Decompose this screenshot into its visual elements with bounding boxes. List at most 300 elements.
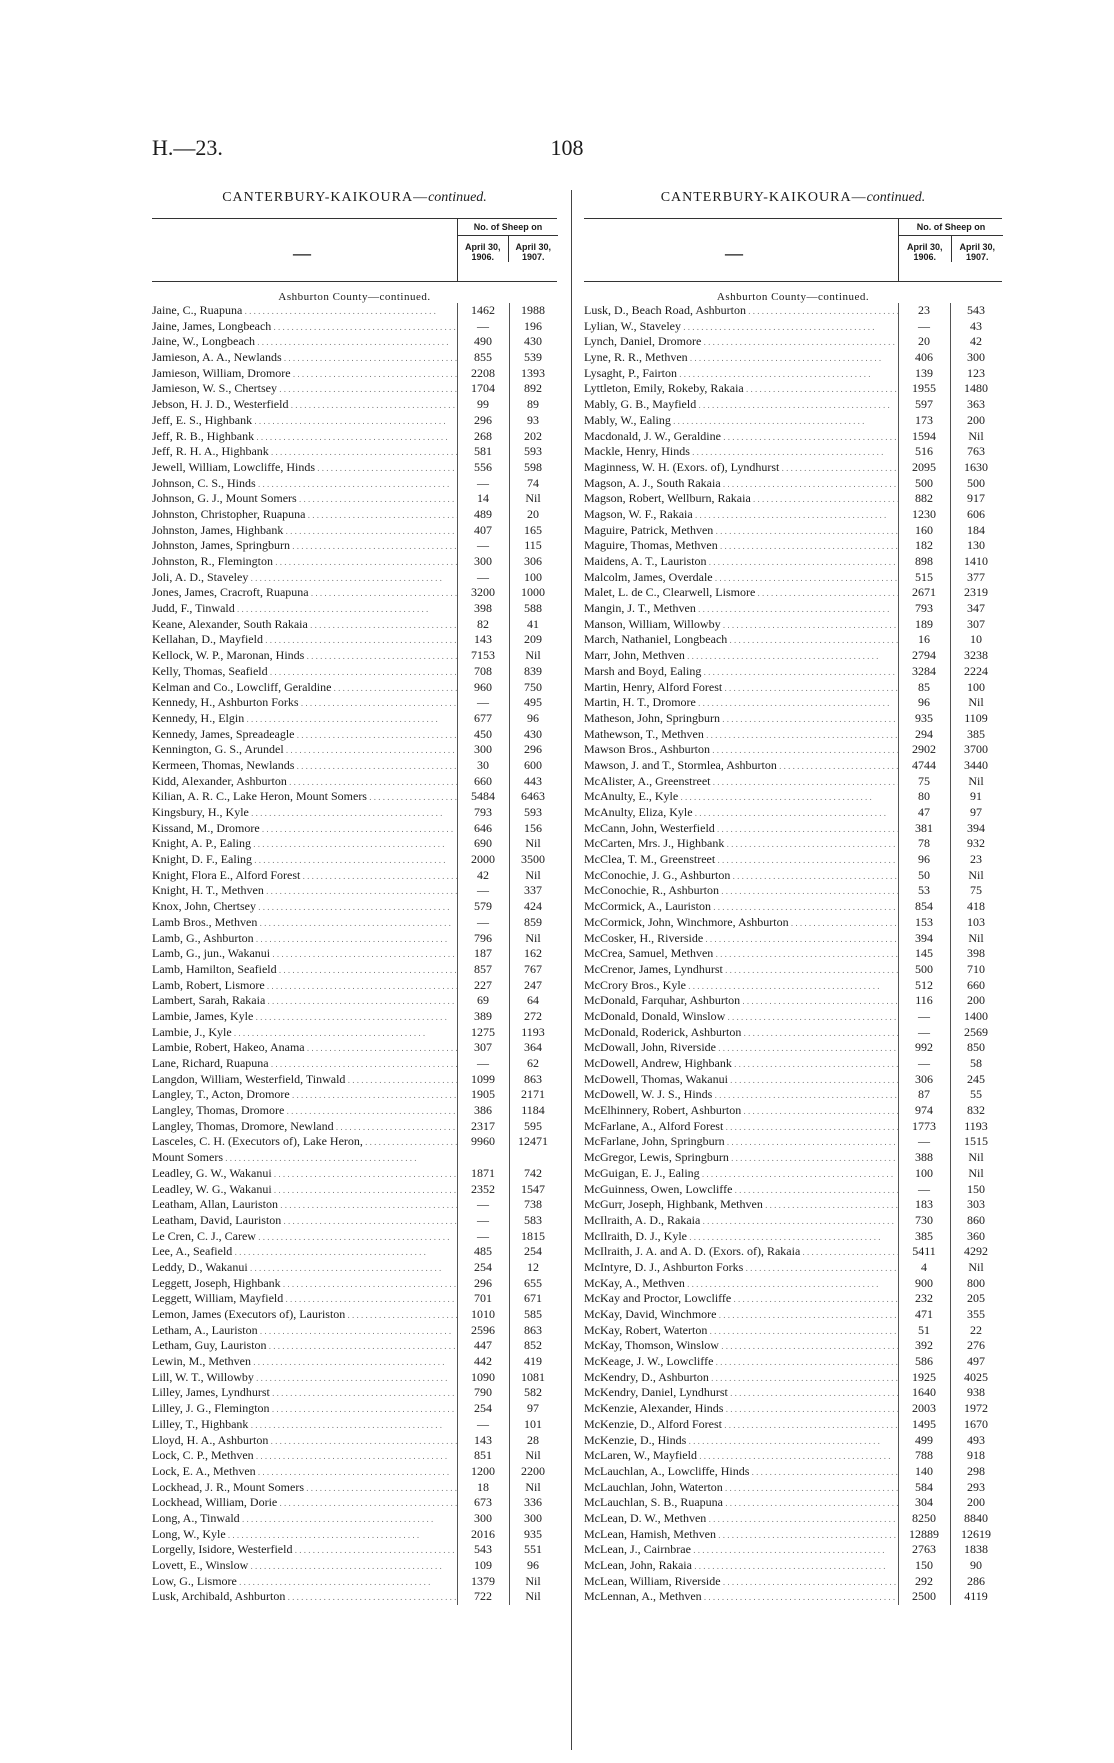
sheep-1907: 1630 (964, 459, 988, 474)
sheep-1907: 62 (527, 1056, 539, 1070)
owner-name: McDowell, Andrew, Highbank . . . (584, 1056, 898, 1072)
sheep-1906: 854 (915, 899, 933, 914)
date-1906-header: April 30, 1906. (906, 242, 943, 262)
owner-name: McGurr, Joseph, Highbank, Methven . . . (584, 1197, 898, 1213)
sheep-1906: 116 (915, 993, 933, 1008)
sheep-1907: 385 (967, 726, 985, 741)
sheep-1907: 593 (524, 805, 542, 819)
sheep-1906: 516 (915, 444, 933, 459)
sheep-1907: 1410 (964, 554, 988, 568)
table-row (584, 821, 1002, 837)
owner-name: Letham, A., Lauriston . . . (152, 1323, 457, 1339)
sheep-1907: 1393 (521, 365, 545, 380)
owner-name: Lloyd, H. A., Ashburton . . . (152, 1433, 457, 1449)
sheep-1907: 892 (524, 381, 542, 396)
sheep-1907: Nil (968, 773, 984, 788)
sheep-1906: 5484 (471, 789, 495, 804)
sheep-1907: 660 (967, 977, 985, 992)
sheep-1906: 182 (915, 538, 933, 553)
sheep-1907: 364 (524, 1040, 542, 1055)
sheep-1906: 447 (474, 1338, 492, 1353)
owner-name: Knight, Flora E., Alford Forest . . . (152, 868, 457, 884)
sheep-1907: 710 (967, 961, 985, 976)
sheep-1907: 205 (967, 1291, 985, 1306)
sheep-1906: 9960 (471, 1134, 495, 1149)
owner-name: McIlraith, D. J., Kyle . . . (584, 1229, 898, 1245)
sheep-1907: 398 (967, 946, 985, 961)
sheep-1907: Nil (525, 867, 541, 882)
owner-name: Le Cren, C. J., Carew . . . (152, 1229, 457, 1245)
table-row (584, 444, 1002, 460)
table-row (584, 1166, 1002, 1182)
owner-name: Kelman and Co., Lowcliff, Geraldine . . . (152, 680, 457, 696)
table-row (584, 1401, 1002, 1417)
sheep-1906: 581 (474, 444, 492, 459)
table-row (584, 836, 1002, 852)
table-row (152, 413, 557, 429)
sheep-1907: Nil (968, 1165, 984, 1180)
sheep-1907: 1515 (964, 1134, 988, 1149)
owner-name: McCarten, Mrs. J., Highbank . . . (584, 836, 898, 852)
sheep-1906: 1955 (912, 381, 936, 396)
owner-name: McKenzie, D., Hinds . . . (584, 1433, 898, 1449)
sheep-1907: 419 (524, 1354, 542, 1369)
owner-name: Jeff, R. H. A., Highbank . . . (152, 444, 457, 460)
sheep-1906: 597 (915, 397, 933, 412)
sheep-1906: — (918, 1008, 930, 1023)
table-row (584, 648, 1002, 664)
table-row (152, 1009, 557, 1025)
sheep-1906: 4 (921, 1259, 927, 1274)
sheep-1906: 855 (474, 350, 492, 365)
table-row (152, 1182, 557, 1198)
sheep-1907: Nil (968, 1259, 984, 1274)
sheep-1906: 2095 (912, 459, 936, 474)
sheep-1907: 4025 (964, 1369, 988, 1384)
owner-name: Macdonald, J. W., Geraldine . . . (584, 429, 898, 445)
table-row (584, 1417, 1002, 1433)
table-row (152, 664, 557, 680)
table-row (152, 680, 557, 696)
owner-name: McCann, John, Westerfield . . . (584, 821, 898, 837)
owner-name: McGuinness, Owen, Lowcliffe . . . (584, 1182, 898, 1198)
sheep-1907: 430 (524, 726, 542, 741)
sheep-count-header (457, 219, 558, 281)
table-row (584, 1056, 1002, 1072)
sheep-1906: 18 (477, 1479, 489, 1494)
table-row (584, 1495, 1002, 1511)
owner-name: Johnson, G. J., Mount Somers . . . (152, 491, 457, 507)
owner-name: Lemon, James (Executors of), Lauriston . . . (152, 1307, 457, 1323)
owner-name: McLaren, W., Mayfield . . . (584, 1448, 898, 1464)
sheep-1907: 2319 (964, 585, 988, 600)
sheep-1907: 245 (967, 1071, 985, 1086)
sheep-1906: 960 (474, 679, 492, 694)
sheep-1907: 93 (527, 412, 539, 427)
owner-name: Jebson, H. J. D., Westerfield . . . (152, 397, 457, 413)
sheep-1906: 1275 (471, 1024, 495, 1039)
table-row (152, 601, 557, 617)
owner-name: Keane, Alexander, South Rakaia . . . (152, 617, 457, 633)
sheep-1907: 582 (524, 1385, 542, 1400)
table-row (584, 601, 1002, 617)
sheep-1906: 515 (915, 569, 933, 584)
sheep-1907: 4292 (964, 1244, 988, 1259)
sheep-1906: 1010 (471, 1307, 495, 1321)
table-row (584, 1040, 1002, 1056)
owner-name: McLean, Hamish, Methven . . . (584, 1527, 898, 1543)
sheep-1907: 55 (970, 1087, 982, 1102)
sheep-1907: 150 (967, 1181, 985, 1196)
sheep-1907: 100 (967, 679, 985, 694)
owner-name: Lamb Bros., Methven . . . (152, 915, 457, 931)
sheep-1906: 307 (474, 1040, 492, 1055)
table-row (584, 617, 1002, 633)
sheep-1906: — (477, 1197, 489, 1212)
sheep-1906: 586 (915, 1354, 933, 1369)
sheep-1906: 543 (474, 1542, 492, 1557)
sheep-1907: 595 (524, 1118, 542, 1133)
sheep-1906: 1379 (471, 1573, 495, 1588)
table-row (152, 821, 557, 837)
table-row (584, 993, 1002, 1009)
owner-name: Kidd, Alexander, Ashburton . . . (152, 774, 457, 790)
table-row (584, 1338, 1002, 1354)
sheep-1907: 96 (527, 710, 539, 725)
owner-name: Langdon, William, Westerfield, Tinwald . . . (152, 1072, 457, 1088)
table-row (584, 1260, 1002, 1276)
owner-name: McCormick, John, Winchmore, Ashburton . . . (584, 915, 898, 931)
table-row (584, 429, 1002, 445)
owner-name: Leggett, William, Mayfield . . . (152, 1291, 457, 1307)
sheep-1906: — (477, 475, 489, 490)
sheep-1907: 1184 (521, 1103, 545, 1118)
owner-name: Langley, Thomas, Dromore, Newland . . . (152, 1119, 457, 1135)
owner-name: Kellock, W. P., Maronan, Hinds . . . (152, 648, 457, 664)
sheep-1907: 8840 (964, 1510, 988, 1525)
sheep-1907: 300 (524, 1510, 542, 1525)
table-row (584, 319, 1002, 335)
sheep-1907: 1988 (521, 303, 545, 317)
sheep-1906: 489 (474, 506, 492, 521)
table-row (584, 789, 1002, 805)
sheep-1906: 268 (474, 428, 492, 443)
owner-name: McClea, T. M., Greenstreet . . . (584, 852, 898, 868)
table-row (152, 1354, 557, 1370)
sheep-1906: 254 (474, 1401, 492, 1416)
table-row (152, 1291, 557, 1307)
owner-name: Kilian, A. R. C., Lake Heron, Mount Somers . . . (152, 789, 457, 805)
owner-name: McConochie, R., Ashburton . . . (584, 883, 898, 899)
owner-name: McKeage, J. W., Lowcliffe . . . (584, 1354, 898, 1370)
sheep-1907: 12 (527, 1259, 539, 1274)
table-row (152, 742, 557, 758)
sheep-1906: 646 (474, 820, 492, 835)
sheep-1906: 254 (474, 1259, 492, 1274)
sheep-1907: 3700 (964, 742, 988, 757)
sheep-1906: 2794 (912, 648, 936, 663)
table-row (152, 617, 557, 633)
sheep-1906: 80 (918, 789, 930, 804)
owner-name: Langley, T., Acton, Dromore . . . (152, 1087, 457, 1103)
sheep-1906: 153 (915, 914, 933, 929)
section-title: Ashburton County—continued. (716, 291, 870, 303)
table-row (152, 727, 557, 743)
owner-name: Kermeen, Thomas, Newlands . . . (152, 758, 457, 774)
sheep-1907: 750 (524, 679, 542, 694)
sheep-1907: 123 (967, 365, 985, 380)
owner-name: McKenzie, D., Alford Forest . . . (584, 1417, 898, 1433)
sheep-1906: 385 (915, 1228, 933, 1243)
sheep-1906: — (918, 1134, 930, 1149)
table-row (584, 1087, 1002, 1103)
table-row (152, 1542, 557, 1558)
owner-name: Lilley, T., Highbank . . . (152, 1417, 457, 1433)
owner-name: Marr, John, Methven . . . (584, 648, 898, 664)
sheep-1906: 143 (474, 632, 492, 647)
table-row (152, 962, 557, 978)
sheep-1907: 20 (527, 506, 539, 521)
column-title (584, 190, 1002, 212)
table-row (584, 1009, 1002, 1025)
sheep-1906: 394 (915, 930, 933, 945)
sheep-1906: 2671 (912, 585, 936, 600)
sheep-1907: 850 (967, 1040, 985, 1055)
sheep-1906: 730 (915, 1212, 933, 1227)
sheep-1906: 584 (915, 1479, 933, 1494)
table-row (152, 978, 557, 994)
owner-name: Leggett, Joseph, Highbank . . . (152, 1276, 457, 1292)
sheep-1906: 69 (477, 993, 489, 1008)
owner-name: McDowell, Thomas, Wakanui . . . (584, 1072, 898, 1088)
table-row (152, 1495, 557, 1511)
table-row (584, 1542, 1002, 1558)
table-row (584, 1354, 1002, 1370)
table-row (152, 946, 557, 962)
sheep-1906: 143 (474, 1432, 492, 1447)
sheep-1907: 543 (967, 303, 985, 317)
sheep-1906: 388 (915, 1150, 933, 1165)
owner-name: Malet, L. de C., Clearwell, Lismore . . . (584, 585, 898, 601)
sheep-1906: 2763 (912, 1542, 936, 1557)
sheep-1907: 2200 (521, 1463, 545, 1478)
sheep-1907: 763 (967, 444, 985, 459)
owner-name: Kelly, Thomas, Seafield . . . (152, 664, 457, 680)
sheep-1906: 1495 (912, 1416, 936, 1431)
table-row (152, 538, 557, 554)
owner-name: McConochie, J. G., Ashburton . . . (584, 868, 898, 884)
sheep-1906: 1704 (471, 381, 495, 396)
owner-name: McFarlane, A., Alford Forest . . . (584, 1119, 898, 1135)
owner-name: Lamb, Hamilton, Seafield . . . (152, 962, 457, 978)
sheep-1907: Nil (525, 836, 541, 851)
sheep-1907: 156 (524, 820, 542, 835)
owner-name: McLean, J., Cairnbrae . . . (584, 1542, 898, 1558)
sheep-1906: 300 (474, 742, 492, 757)
table-row (152, 993, 557, 1009)
sheep-1907: 742 (524, 1165, 542, 1180)
sheep-1907: Nil (968, 930, 984, 945)
sheep-1907: Nil (525, 1479, 541, 1494)
table-row (152, 1385, 557, 1401)
owner-name: Mawson, J. and T., Stormlea, Ashburton . . . (584, 758, 898, 774)
table-row (152, 648, 557, 664)
table-row (584, 883, 1002, 899)
sheep-1906: 556 (474, 459, 492, 474)
sheep-1907: Nil (968, 867, 984, 882)
owner-name: Magson, Robert, Wellburn, Rakaia . . . (584, 491, 898, 507)
sheep-1906: 386 (474, 1103, 492, 1118)
table-row (152, 507, 557, 523)
sheep-1906: 292 (915, 1573, 933, 1588)
column-divider (571, 190, 572, 1750)
sheep-1906: — (477, 1416, 489, 1431)
sheep-1907: 200 (967, 1495, 985, 1510)
sheep-1906: 1640 (912, 1385, 936, 1400)
owner-name: Jeff, R. B., Highbank . . . (152, 429, 457, 445)
owner-name: Lockhead, J. R., Mount Somers . . . (152, 1480, 457, 1496)
owner-name: Lockhead, William, Dorie . . . (152, 1495, 457, 1511)
sheep-1907: 1972 (964, 1401, 988, 1416)
sheep-1906: 2317 (471, 1118, 495, 1133)
sheep-1907: 839 (524, 663, 542, 678)
table-row (152, 789, 557, 805)
sheep-1906: — (477, 695, 489, 710)
sheep-1907: 360 (967, 1228, 985, 1243)
sheep-1906: 85 (918, 679, 930, 694)
owner-name: McCrenor, James, Lyndhurst . . . (584, 962, 898, 978)
table-row (584, 1480, 1002, 1496)
sheep-1906: 140 (915, 1463, 933, 1478)
table-row (584, 899, 1002, 915)
owner-name: Lilley, James, Lyndhurst . . . (152, 1385, 457, 1401)
sheep-1906: 857 (474, 961, 492, 976)
table-row (152, 1134, 557, 1150)
sheep-1907: Nil (525, 491, 541, 506)
sheep-1907: 130 (967, 538, 985, 553)
sheep-1907: 74 (527, 475, 539, 490)
table-row (584, 397, 1002, 413)
owner-name: McIntyre, D. J., Ashburton Forks . . . (584, 1260, 898, 1276)
sheep-1907: 101 (524, 1416, 542, 1431)
sheep-1907: 336 (524, 1495, 542, 1510)
sheep-1906: 96 (918, 695, 930, 710)
sheep-1906: 793 (474, 805, 492, 819)
sheep-1907: 2569 (964, 1024, 988, 1039)
owner-name: Long, A., Tinwald . . . (152, 1511, 457, 1527)
table-row (152, 899, 557, 915)
owner-name: Leatham, Allan, Lauriston . . . (152, 1197, 457, 1213)
sheep-1906: 5411 (912, 1244, 936, 1259)
table-row (584, 931, 1002, 947)
sheep-1907: 75 (970, 883, 982, 898)
owner-name: McKenzie, Alexander, Hinds . . . (584, 1401, 898, 1417)
sheep-1906: 851 (474, 1448, 492, 1463)
owner-name: Mably, W., Ealing . . . (584, 413, 898, 429)
sheep-1907: 96 (527, 1558, 539, 1572)
sheep-1906: 51 (918, 1322, 930, 1337)
table-row (152, 523, 557, 539)
owner-name: Leadley, W. G., Wakanui . . . (152, 1182, 457, 1198)
table-row (152, 883, 557, 899)
owner-name: Lill, W. T., Willowby . . . (152, 1370, 457, 1386)
owner-name: Mawson Bros., Ashburton . . . (584, 742, 898, 758)
table-row (584, 1182, 1002, 1198)
page-number: 108 (550, 135, 584, 160)
sheep-1906: 96 (918, 852, 930, 867)
date-1907-header: April 30, 1907. (951, 236, 1004, 262)
sheep-1906: 187 (474, 946, 492, 961)
sheep-1906: 14 (477, 491, 489, 506)
section-title: Ashburton County—continued. (278, 291, 431, 303)
sheep-1906: 139 (915, 365, 933, 380)
table-row (152, 868, 557, 884)
owner-name: Mably, G. B., Mayfield . . . (584, 397, 898, 413)
table-row (152, 585, 557, 601)
sheep-1906: 160 (915, 522, 933, 537)
sheep-1907: 495 (524, 695, 542, 710)
sheep-1906: 442 (474, 1354, 492, 1369)
owner-name: Lee, A., Seafield . . . (152, 1244, 457, 1260)
sheep-1907: 500 (967, 475, 985, 490)
sheep-1906: — (477, 914, 489, 929)
sheep-1907: 3440 (964, 757, 988, 772)
sheep-1906: 490 (474, 334, 492, 349)
sheep-1907: 1109 (964, 710, 988, 725)
sheep-1907: 551 (524, 1542, 542, 1557)
sheep-1907: 22 (970, 1322, 982, 1337)
sheep-1906: 294 (915, 726, 933, 741)
sheep-1906: — (918, 1024, 930, 1039)
owner-name: Lock, E. A., Methven . . . (152, 1464, 457, 1480)
sheep-1906: 722 (474, 1589, 492, 1604)
owner-name: Mount Somers . . . (152, 1150, 457, 1166)
sheep-1907: 184 (967, 522, 985, 537)
sheep-1907: 303 (967, 1197, 985, 1212)
table-row (152, 1056, 557, 1072)
sheep-1906: 2352 (471, 1181, 495, 1196)
table-row (584, 1558, 1002, 1574)
page-reference: H.—23. (152, 135, 223, 160)
sheep-1907: 3238 (964, 648, 988, 663)
sheep-1906: 145 (915, 946, 933, 961)
table-row (152, 366, 557, 382)
table-row (584, 1448, 1002, 1464)
sheep-1907: 165 (524, 522, 542, 537)
owner-name: McLauchlan, A., Lowcliffe, Hinds . . . (584, 1464, 898, 1480)
sheep-1906: 7153 (471, 648, 495, 663)
sheep-1906: 87 (918, 1087, 930, 1102)
sheep-1907: Nil (968, 695, 984, 710)
owner-name: Leddy, D., Wakanui . . . (152, 1260, 457, 1276)
sheep-1907: 298 (967, 1463, 985, 1478)
sheep-1907: 863 (524, 1322, 542, 1337)
column-title-continued: continued. (428, 190, 487, 205)
table-row (584, 962, 1002, 978)
owner-name: McLennan, A., Methven . . . (584, 1589, 898, 1605)
owner-name: McLean, John, Rakaia . . . (584, 1558, 898, 1574)
sheep-1906: 485 (474, 1244, 492, 1259)
sheep-1907: 363 (967, 397, 985, 412)
owner-name: McKay, Thomson, Winslow . . . (584, 1338, 898, 1354)
owner-name: Lysaght, P., Fairton . . . (584, 366, 898, 382)
sheep-1906: 296 (474, 412, 492, 427)
owner-name: Lusk, Archibald, Ashburton . . . (152, 1589, 457, 1605)
owner-name: McLean, D. W., Methven . . . (584, 1511, 898, 1527)
table-row (152, 1433, 557, 1449)
sheep-1906: 109 (474, 1558, 492, 1572)
table-row (152, 319, 557, 335)
